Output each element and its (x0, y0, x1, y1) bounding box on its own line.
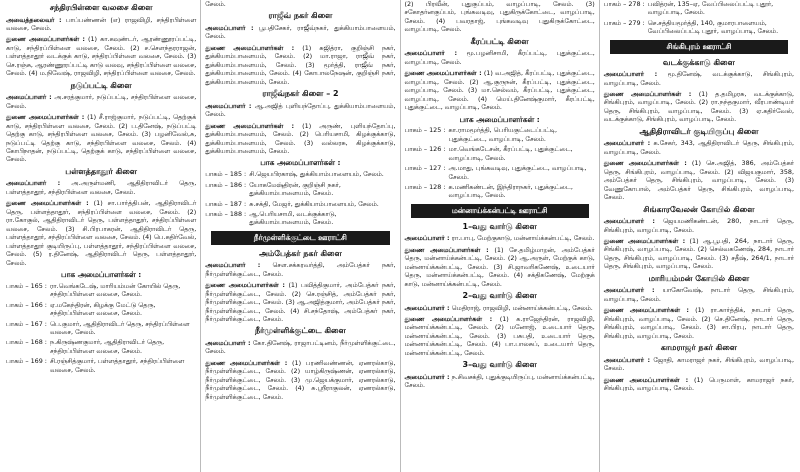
branch-heading: கீரப்பட்டி கிளை (470, 36, 529, 46)
member-details: (1) த.தமிழரசு, வடக்குக்காடு, சிங்கிபுரம், வாழப்பாடி, சேலம். (2) ரா.நந்தகுமார், வீரபாண்டியர் தெரு, சிங்கிபுரம், வாழப்பாடி, சேலம். (3) ஏ.கதிர்வேல், வடக்குக்காடு, சிங்கிபுரம், வாழப்பாடி, சேலம். (603, 90, 794, 124)
role-label: துணை அமைப்பாளர்கள் : (404, 69, 482, 78)
role-label: அமைப்பாளர் : (205, 24, 254, 32)
ward-member: க.மணிகண்டன், இந்திராநகர், புதுக்குட்டை, வாழப்பாடி, சேலம். (448, 183, 573, 200)
ward-member: அ.மாது, புங்கவடிவு, புதுக்குட்டை, வாழப்பாடி, சேலம். (448, 164, 587, 181)
ward-member: பவித்ரன், 135–ஏ, வேப்பிலைப்பட்டி புதூர், வாழப்பாடி, சேலம். (647, 0, 774, 17)
branch-heading: ஆதிதிராவிடர் குடியிருப்பு கிளை (639, 126, 759, 136)
role-label: துணை அமைப்பாளர்கள் : (603, 90, 692, 99)
ward-row (205, 170, 395, 178)
ward-number: பாகம் – 125 : (404, 126, 446, 135)
role-label: அமைப்பாளர் : (603, 217, 655, 226)
role-label: துணை அமைப்பாளர்கள் : (205, 121, 295, 130)
role-label: துணை அமைப்பாளர்கள் : (404, 314, 493, 323)
branch-heading: மாரியம்மன் கோயில் கிளை (648, 273, 750, 283)
member-paragraph (604, 286, 794, 303)
subsection-heading: பாக அமைப்பாளர்கள் : (260, 158, 341, 168)
member-details: சேலம். (205, 0, 226, 8)
role-label: துணை அமைப்பாளர்கள் : (603, 375, 689, 384)
member-paragraph (6, 93, 196, 110)
ward-row (604, 19, 794, 36)
ward-row (6, 301, 196, 318)
subsection-heading: பாக அமைப்பாளர்கள் : (459, 114, 540, 124)
ward-number: பாகம் – 186 : (205, 180, 247, 189)
role-label: அமைப்பாளர் : (603, 286, 655, 295)
ward-number: பாகம் – 165 : (6, 281, 47, 290)
ward-number: பாகம் – 188 : (205, 210, 247, 219)
member-details: (1) வ.அஜித், கீரப்பட்டி, புதுக்குட்டை, வாழப்பாடி, சேலம். (2) ஆ.குருநன், கீரப்பட்டி, புதுக்குட்டை, வாழப்பாடி, சேலம். (3) மா.செல்வம், கீரப்பட்டி, புதுக்குட்டை, வாழப்பாடி, சேலம். (4) மெய்.தினேஷ்குமார், கீரப்பட்டி, புதுக்குட்டை, வாழப்பாடி, சேலம். (404, 69, 595, 112)
member-details: (2) பிரவீன், புதுகுப்பம், வாழப்பாடி, சேலம். (3) சகோதர்னகுப்பம், புங்கவடிவு, புதுகிருக்கோட்டை, வாழப்பாடி, சேலம். (4) பவரதாஜ், புங்கவடிவு புதுகிருக்கோட்டை, வாழப்பாடி, சேலம். (404, 0, 595, 34)
branch-heading: 3–வது வார்டு கிளை (462, 360, 537, 370)
role-label: அமைப்பாளர் : (603, 70, 658, 79)
ward-row (205, 210, 395, 227)
role-label: அமைப்பாளர் : (205, 338, 251, 347)
member-paragraph (205, 122, 395, 156)
member-paragraph (604, 356, 794, 373)
branch-heading: ராஜீவ் நகர் கிளை (268, 11, 333, 21)
ward-number: பாகம் – 187 : (205, 199, 247, 208)
panchayat-banner: நீர்முள்ளிக்குட்டை ஊராட்சி (211, 231, 389, 245)
member-details: அ.அருள்மணி, ஆதிதிராவிடர் தெரு, பள்ளத்தாதூர், சந்திரபிள்ளை வலசை, சேலம். (6, 179, 197, 196)
member-details: மூ.பழனிசாமி, கீரப்பட்டி, புதுக்குட்டை, வாழப்பாடி, சேலம். (404, 49, 595, 66)
ward-member: பெ.குமார், ஆதிதிராவிடர் தெரு, சந்திரப்பிள்ளை வலசை, சேலம். (50, 319, 190, 336)
branch-heading: 2–வது வார்டு கிளை (462, 290, 537, 300)
member-details: (1) பவித்திகுமார், அம்பேத்கர் நகர், நீர்முள்ளிக்குட்டை, சேலம். (2) செ.ரஞ்சித், அம்பேத்கர் நகர், நீர்முள்ளிக்குட்டை, சேலம். (3) ஆ.அஜித்குமார், அம்பேத்கர் நகர், நீர்முள்ளிக்குட்டை, சேலம். (4) சி.சந்தோஷ், அம்பேத்கர் நகர், நீர்முள்ளிக்குட்டை, சேலம். (205, 281, 396, 323)
member-details: (1) சே.தமிழ்மாறன், அம்பேத்கர் தெரு, மன்னாய்க்கன்பட்டி, சேலம். (2) ஆ.அருள், மேற்குக் காடு, மன்னாய்க்கன்பட்டி, சேலம். (3) சி.ஜாவரிகணேஷ், உடையார் தெரு, மன்னாய்க்கன்பட்டி, சேலம். (4) சக்திகணேஷ், மேற்குக் காடு, மன்னாய்க்கன்பட்டி, சேலம். (404, 245, 595, 288)
member-paragraph (604, 159, 794, 201)
ward-member: ந.கிருஷ்ணகுமார், ஆதிதிராவிடர் தெரு, சந்திரப்பிள்ளை வலசை, சேலம். (50, 338, 165, 355)
role-label: அமைப்பாளர் : (404, 234, 450, 243)
member-paragraph (205, 359, 395, 401)
member-paragraph (604, 237, 794, 271)
ward-number: பாகம் – 128 : (404, 183, 446, 192)
text-column (201, 0, 400, 472)
ward-number: பாகம் – 167 : (6, 319, 47, 328)
member-paragraph (405, 234, 595, 242)
role-label: துணை அமைப்பாளர்கள் : (603, 306, 689, 315)
role-label: துணை அமைப்பாளர்கள் : (205, 43, 295, 52)
role-label: துணை அமைப்பாளர்கள் : (205, 281, 285, 290)
ward-number: பாகம் – 126 : (404, 145, 446, 154)
ward-number: பாகம் – 278 : (603, 0, 645, 8)
member-paragraph (604, 90, 794, 124)
member-details: ஜெயமணிகண்டன், 280, நாடார் தெரு, சிங்கிபுரம், வாழப்பாடி, சேலம். (603, 217, 794, 234)
role-label: துணை அமைப்பாளர்கள் : (6, 199, 89, 208)
branch-heading: காமராஜர் நகர் கிளை (660, 343, 737, 353)
member-details: (1) அருண், புளியந்தோப்பு, துக்கியாம்பாளையம், சேலம். (2) பெரியசாமி, கிழக்குக்காடு, துக்கியாம்பாளையம், சேலம். (3) வல்லரசு, கிழக்குக்காடு, துக்கியாம்பாளையம், சேலம். (205, 121, 396, 155)
member-paragraph (405, 315, 595, 357)
ward-member: செ.சத்தியமூர்த்தி, 140, குமாரபாளையம், வேப்பிலைப்பட்டி புதூர், வாழப்பாடி, சேலம். (647, 18, 779, 36)
member-paragraph (6, 35, 196, 77)
role-label: அமைப்பாளர் : (603, 139, 651, 148)
member-details: ரா.பாபு, மேற்குகாடு, மன்னாய்க்கன்பட்டி, சேலம். (451, 234, 595, 243)
member-paragraph (405, 373, 595, 390)
member-details: (1) செ.அஜித், 386, அம்பேத்கர் தெரு, சிங்கிபுரம், வாழப்பாடி, சேலம். (2) விஜயகுமார், 358, அம்பேத்கர் தெரு, சிங்கிபுரம், வாழப்பாடி, சேலம். (3) வேணுகோபால், அம்பேத்கர் தெரு, சிங்கிபுரம், வாழப்பாடி, சேலம். (603, 159, 794, 202)
branch-heading: சந்திரபிள்ளை வலசை கிளை (49, 3, 153, 12)
role-label: துணை அமைப்பாளர்கள் : (6, 35, 85, 44)
branch-heading: அம்பேத்கர் நகர் கிளை (258, 248, 342, 258)
member-paragraph (205, 261, 395, 278)
member-paragraph (604, 139, 794, 156)
ward-number: பாகம் – 185 : (205, 170, 247, 179)
text-column (2, 0, 201, 472)
member-paragraph (205, 281, 395, 323)
member-details: யாகோவேஷ், நாடார் தெரு, சிங்கிபுரம், வாழப்பாடி, சேலம். (603, 286, 795, 303)
member-details: அ.சரத்குமார், நடுப்பட்டி, சந்திரபிள்ளை வலசை, சேலம். (6, 93, 197, 110)
branch-heading: ராஜீவ்நகர் கிளை – 2 (262, 89, 339, 99)
role-label: துணை அமைப்பாளர்கள் : (404, 245, 489, 254)
branch-heading: நீர்முள்ளிக்குட்டை கிளை (254, 326, 346, 336)
member-details: (1) ஆ.பூபதி, 264, நாடார் தெரு, சிங்கிபுரம், வாழப்பாடி, சேலம். (2) செல்வகணேஷ், 284, நாடார் தெரு, சிங்கிபுரம், வாழப்பாடி, சேலம். (3) சதீஷ், 264/1, நாடார் தெரு, சிங்கிபுரம், வாழப்பாடி, சேலம். (603, 237, 794, 271)
ward-number: பாகம் – 169 : (6, 357, 47, 366)
member-paragraph (6, 113, 196, 164)
ward-member: ஏ.மகேந்திரன், கிழக்கு மேட்டு தெரு, சந்திரப்பிள்ளை வலசை, சேலம். (50, 300, 156, 318)
member-paragraph (405, 69, 595, 111)
ward-member: ஆ.பெரியசாமி, வடக்குக்காடு, துக்கியாம்பாளையம், சேலம். (249, 210, 337, 227)
role-label: துணை அமைப்பாளர்கள் : (6, 113, 85, 122)
text-column (600, 0, 798, 472)
role-label: அமைப்பாளர் : (205, 101, 252, 110)
member-paragraph (205, 102, 395, 119)
member-details: க.சேகர், 343, ஆதிதிராவிடர் தெரு, சிங்கிபுரம், வாழப்பாடி, சேலம். (603, 139, 794, 156)
member-paragraph (6, 199, 196, 267)
member-paragraph (205, 0, 395, 8)
member-details: (1) ரா.கார்த்திக், நாடார் தெரு, சிங்கிபுரம், வாழப்பாடி, சேலம். (2) செ.தினேஷ், நாடார் தெரு, சிங்கிபுரம், வாழப்பாடி, சேலம். (3) சா.பிரபு, நாடார் தெரு, சிங்கிபுரம், வாழப்பாடி, சேலம். (603, 306, 794, 340)
branch-heading: சிங்காரவேலன் கோயில் கிளை (643, 204, 755, 214)
branch-heading: வடக்குக்காடு கிளை (662, 57, 735, 67)
role-label: துணை அமைப்பாளர்கள் : (603, 237, 686, 246)
role-label: அமைப்பாளர் : (404, 372, 450, 381)
member-details: ஆ.அஜித் புளியந்தோப்பு, துக்கியாம்பாளையம், சேலம். (205, 101, 396, 119)
branch-heading: 1–வது வார்டு கிளை (462, 221, 537, 231)
ward-row (6, 320, 196, 337)
member-paragraph (205, 24, 395, 41)
role-label: துணை அமைப்பாளர்கள் : (603, 159, 687, 168)
role-label: அவைத்தலைவர் : (6, 15, 62, 24)
role-label: அமைப்பாளர் : (404, 49, 457, 58)
panchayat-banner: மன்னாய்க்கன்பட்டி ஊராட்சி (411, 204, 589, 218)
member-paragraph (405, 49, 595, 66)
member-details: கோ.தினேஷ், ராஜாபட்டினம், நீர்முள்ளிக்குட்டை, சேலம். (205, 338, 396, 356)
text-column (401, 0, 600, 472)
ward-row (405, 164, 595, 181)
member-paragraph (205, 339, 395, 356)
ward-member: சி.ரஞ்சித்குமார், பள்ளத்தாதூர், சந்திரப்பிள்ளை வலசை, சேலம். (50, 357, 185, 374)
ward-member: மா.வெங்கடேசன், கீரப்பட்டி, புதுக்குட்டை, வாழப்பாடி, சேலம். (448, 145, 573, 162)
subsection-heading: பாக அமைப்பாளர்கள் : (61, 269, 142, 279)
ward-row (6, 357, 196, 374)
ward-number: பாகம் – 168 : (6, 338, 47, 347)
member-details: மூ.தினேஷ், வடக்குக்காடு, சிங்கிபுரம், வாழப்பாடி, சேலம். (603, 70, 794, 87)
member-paragraph (604, 70, 794, 87)
member-details: (1) சீ.ராஜ்குமார், நடுப்பட்டி, தெற்குக் காடு, சந்திரபிள்ளை வலசை, சேலம். (2) ப.தினேஷ், நடுப்பட்டி தெற்கு காடு, சந்திரபிள்ளை வலசை, சேலம். (3) பழனிவேல்,சு, நடுப்பட்டி தெற்கு காடு, சந்திரபிள்ளை வலசை, சேலம். (4) கோபிநாதன், நடுப்பட்டி, தெற்குக் காடு, சந்திரப்பிள்ளை வலசை, சேலம். (6, 113, 197, 164)
ward-member: ரா.வெங்கடேஷ், மாரியம்மன் கோயில் தெரு, சந்திரப்பிள்ளை வலசை, சேலம். (50, 281, 181, 299)
ward-row (405, 183, 595, 200)
ward-row (604, 0, 794, 17)
ward-row (205, 181, 395, 198)
ward-row (205, 200, 395, 208)
member-paragraph (405, 246, 595, 288)
member-details: (1) சா.பார்த்திபன், ஆதிதிராவிடர் தெரு, பள்ளத்தாதூர், சந்திரப்பிள்ளை வலசை, சேலம். (2) ரா.கோகுல், ஆதிதிராவிடர் தெரு, பள்ளத்தாதூர், சந்திரப்பிள்ளை வலசை, சேலம். (3) சி.பிரபாகரன், ஆதிதிராவிடர் தெரு, பள்ளத்தாதூர், சந்திரப்பிள்ளை வலசை, சேலம். (4) பெ.கதிர்வேல், பள்ளத்தாதூர் குடியிருப்பு, பள்ளத்தாதூர், சந்திரப்பிள்ளை வலசை, சேலம். (5) ர.தினேஷ், ஆதிதிராவிடர் தெரு, பள்ளத்தாதூர், சேலம். (6, 199, 197, 267)
member-details: பாப்பண்ணன் (எ) ராஜவிழி, சந்திரபிள்ளை வலசை, சேலம். (6, 15, 197, 32)
branch-heading: பள்ளத்தாதூர் கிளை (65, 166, 137, 176)
member-paragraph (604, 306, 794, 340)
ward-member: கா.ராமமூர்த்தி, பெரியகுட்டைப்பட்டி, புதுக்குட்டை, வாழப்பாடி, சேலம். (448, 126, 558, 143)
ward-row (6, 282, 196, 299)
ward-number: பாகம் – 127 : (404, 164, 446, 173)
member-paragraph (405, 304, 595, 312)
member-paragraph (604, 217, 794, 234)
ward-member: சு.சக்தி, மேஜர், துக்கியாம்பாளையம், சேலம். (249, 199, 379, 208)
member-details: ந.சிவசக்தி, புதுக்குடியிருப்பு, மன்னாய்க்கன்பட்டி, சேலம். (404, 372, 595, 390)
member-details: (1) சுஜித்ரா, குறிஞ்சி நகர், துக்கியாம்பாளையம், சேலம். (2) மா.ராஜா, ராஜீவ் நகர், துக்கியாம்பாளையம், சேலம். (3) மூர்த்தி, ராஜீவ் நகர், துக்கியாம்பாளையம், சேலம். (4) கோபாலநேஷன், குறிஞ்சி நகர், துக்கியாம்பாளையம், சேலம். (205, 43, 396, 86)
ward-row (6, 338, 196, 355)
member-paragraph (6, 16, 196, 33)
ward-row (405, 145, 595, 162)
member-details: ஜோதி, காமராஜர் நகர், சிங்கிபுரம், வாழப்பாடி, சேலம். (603, 355, 794, 373)
ward-row (405, 126, 595, 143)
member-details: பூபதிசேகர், ராஜீவ்நகர், துக்கியாம்பாளையம், சேலம். (205, 24, 396, 41)
member-details: (1) க.ராஜேந்திரன், ராஜவிழி, மன்னாய்க்கன்பட்டி, சேலம். (2) மனோஜ், உடையார் தெரு, மன்னாய்க்கன்பட்டி, சேலம். (3) பசுபதி, உடையார் தெரு, மன்னாய்க்கன்பட்டி, சேலம். (4) பா.பாலசுப், உடையார் தெரு, மன்னாய்க்கன்பட்டி, சேலம். (404, 314, 595, 357)
member-details: செள.சக்கரவர்த்தி, அம்பேத்கர் நகர், நீர்முள்ளிக்குட்டை, சேலம். (205, 261, 396, 278)
member-details: (1) கா.கவுண்டர், ஆரண்ணூரப்பட்டி, காடு, சந்திரப்பிள்ளை வலசை, சேலம். (2) ச.சௌந்தரராஜன், பள்ளத்தாதூர் வடக்குக் காடு, சந்திரப்பிள்ளை வலசை, சேலம். (3) செ.ரஞ்சு, ஆரண்ணூரப்பட்டி காடு வலவு, சந்திரப்பிள்ளை வலசை, சேலம். (4) ம.நிவேஷ், ராஜவிழி, சந்திரப்பிள்ளை வலசை, சேலம். (6, 35, 197, 78)
member-paragraph (205, 44, 395, 86)
role-label: அமைப்பாளர் : (6, 93, 52, 102)
ward-member: யோகமேஷ்திரன், குறிஞ்சி நகர், துக்கியாம்பாளையம், சேலம். (249, 180, 341, 198)
role-label: அமைப்பாளர் : (205, 261, 261, 270)
panchayat-banner: சிங்கிபுரம் ஊராட்சி (610, 40, 788, 54)
member-paragraph (405, 0, 595, 34)
member-paragraph (604, 376, 794, 393)
member-details: மெதிராஜ், ராஜவிழி, மன்னாய்க்கன்பட்டி, சேலம். (451, 303, 593, 312)
ward-number: பாகம் – 279 : (603, 18, 645, 27)
ward-number: பாகம் – 166 : (6, 300, 47, 309)
role-label: அமைப்பாளர் : (603, 355, 651, 364)
role-label: அமைப்பாளர் : (6, 179, 61, 188)
member-paragraph (6, 179, 196, 196)
ward-member: சி.ஜெயபிரகாஷ், துக்கியாம்பாளையம், சேலம். (249, 170, 384, 179)
role-label: அமைப்பாளர் : (404, 303, 450, 312)
branch-heading: நடுப்பட்டி கிளை (70, 80, 132, 90)
member-details: (1) பெருமாள், காமராஜர் நகர், சிங்கிபுரம், வாழப்பாடி, சேலம். (603, 375, 794, 392)
role-label: துணை அமைப்பாளர்கள் : (205, 358, 288, 367)
member-details: (1) பரணிவண்ணன், ஏணரல்காடு, நீர்முள்ளிக்குட்டை, சேலம். (2) யாழ்கிருஷ்ணன், ஏணரல்காடு, நீர்முள்ளிக்குட்டை, சேலம். (3) மு.ஜெயக்குமார், ஏணரல்காடு, நீர்முள்ளிக்குட்டை, சேலம். (4) சு.ஸ்ரீராகுலன், ஏணரல்காடு, நீர்முள்ளிக்குட்டை, சேலம். (205, 358, 396, 401)
